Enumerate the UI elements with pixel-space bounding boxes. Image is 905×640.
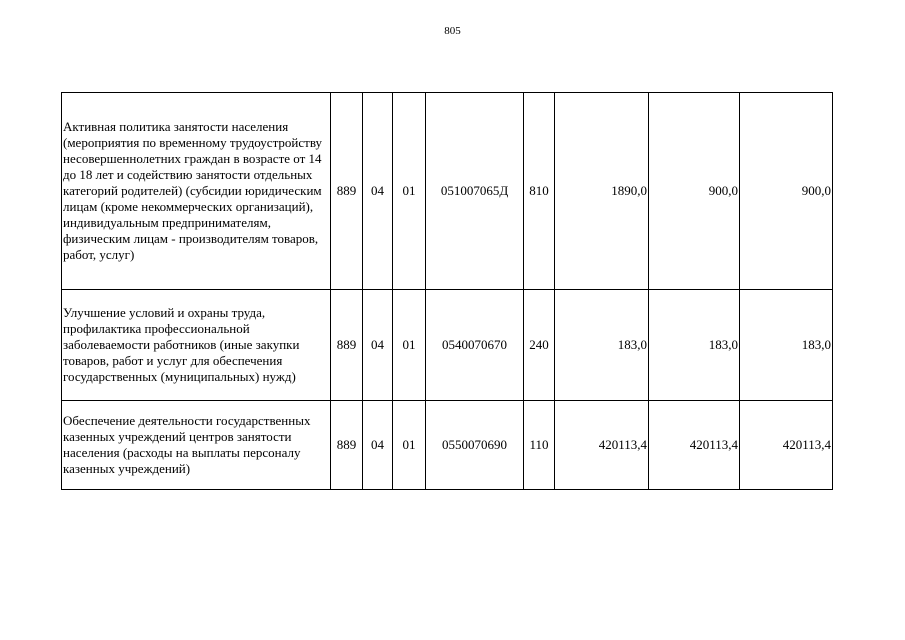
amount-2: 183,0 bbox=[649, 290, 740, 401]
amount-1: 1890,0 bbox=[555, 93, 649, 290]
subsection-code: 01 bbox=[393, 290, 426, 401]
target-article-code: 051007065Д bbox=[426, 93, 524, 290]
expense-type-code: 810 bbox=[524, 93, 555, 290]
row-description: Обеспечение деятельности государственных казенных учреждений центров занятости населения (расходы на выплаты персоналу казенных учреждений) bbox=[62, 401, 331, 490]
page-number: 805 bbox=[444, 25, 461, 37]
subsection-code: 01 bbox=[393, 401, 426, 490]
ministry-code: 889 bbox=[331, 401, 363, 490]
amount-2: 420113,4 bbox=[649, 401, 740, 490]
target-article-code: 0550070690 bbox=[426, 401, 524, 490]
amount-3: 900,0 bbox=[740, 93, 833, 290]
amount-1: 183,0 bbox=[555, 290, 649, 401]
target-article-code: 0540070670 bbox=[426, 290, 524, 401]
table-row bbox=[62, 93, 833, 290]
amount-3: 420113,4 bbox=[740, 401, 833, 490]
subsection-code: 01 bbox=[393, 93, 426, 290]
amount-1: 420113,4 bbox=[555, 401, 649, 490]
ministry-code: 889 bbox=[331, 93, 363, 290]
row-description: Улучшение условий и охраны труда, профилактика профессиональной заболеваемости работников (иные закупки товаров, работ и услуг для обеспечения государственных (муниципальных) нужд) bbox=[62, 290, 331, 401]
row-description: Активная политика занятости населения (мероприятия по временному трудоустройству несовершеннолетних граждан в возрасте от 14 до 18 лет и содействию занятости отдельных категорий родителей) (субсидии юридическим лицам (кроме некоммерческих организаций), индивидуальным предпринимателям, физическим лицам - производителям товаров, работ, услуг) bbox=[62, 93, 331, 290]
section-code: 04 bbox=[363, 401, 393, 490]
ministry-code: 889 bbox=[331, 290, 363, 401]
amount-2: 900,0 bbox=[649, 93, 740, 290]
section-code: 04 bbox=[363, 93, 393, 290]
expense-type-code: 110 bbox=[524, 401, 555, 490]
expense-type-code: 240 bbox=[524, 290, 555, 401]
section-code: 04 bbox=[363, 290, 393, 401]
table-row bbox=[62, 401, 833, 490]
budget-table bbox=[61, 92, 833, 490]
table-row bbox=[62, 290, 833, 401]
amount-3: 183,0 bbox=[740, 290, 833, 401]
